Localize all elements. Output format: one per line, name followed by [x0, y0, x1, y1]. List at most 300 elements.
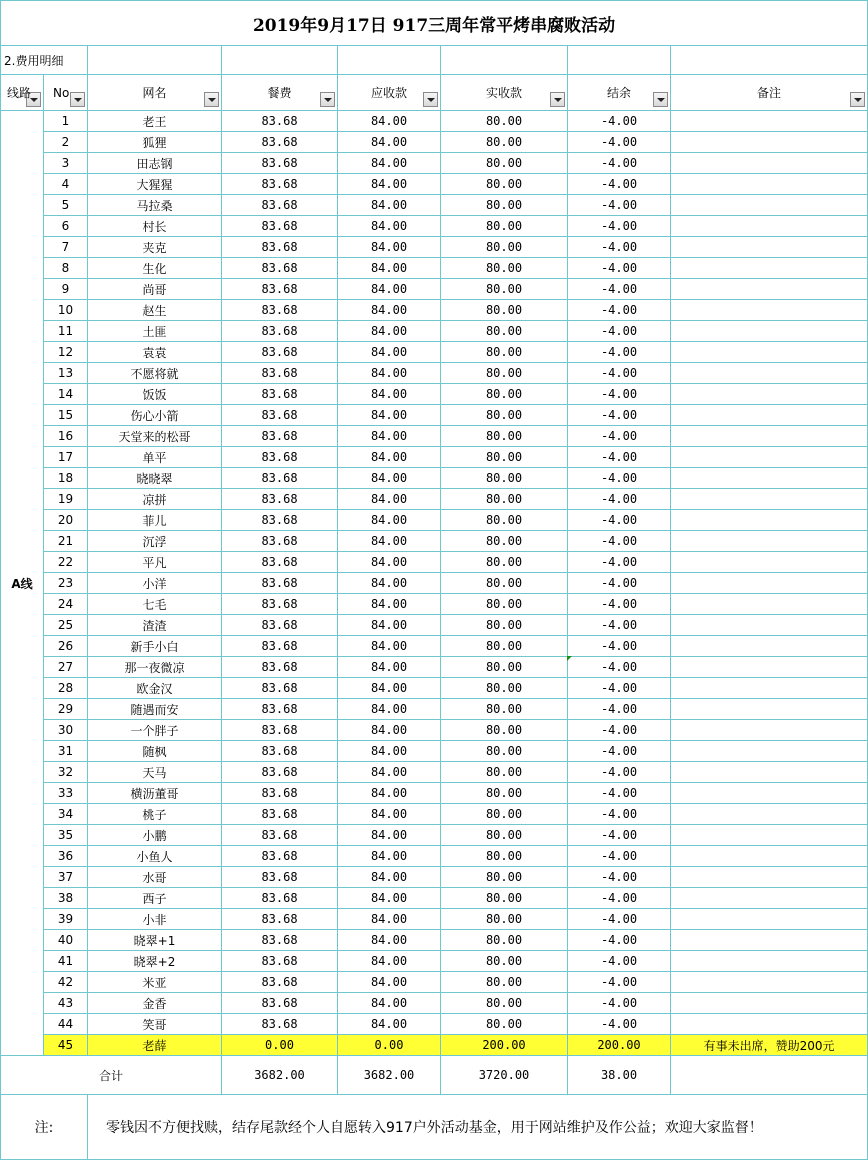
note-text[interactable]: 零钱因不方便找赎，结存尾款经个人自愿转入917户外活动基金，用于网站维护及作公益；欢迎大家监督！	[88, 1095, 868, 1160]
row-meal-cell[interactable]: 83.68	[222, 426, 338, 447]
row-name-cell[interactable]: 老王	[88, 111, 222, 132]
row-meal-cell[interactable]: 83.68	[222, 804, 338, 825]
header-line[interactable]	[1, 75, 44, 111]
row-meal-cell[interactable]: 83.68	[222, 930, 338, 951]
row-received-cell[interactable]: 80.00	[441, 111, 568, 132]
row-receivable-cell[interactable]: 84.00	[338, 531, 441, 552]
row-receivable-cell[interactable]: 84.00	[338, 510, 441, 531]
row-remark-cell[interactable]	[671, 804, 868, 825]
row-received-cell[interactable]: 80.00	[441, 678, 568, 699]
row-name-cell[interactable]: 晓翠+1	[88, 930, 222, 951]
row-received-cell[interactable]: 80.00	[441, 195, 568, 216]
row-name-cell[interactable]: 马拉桑	[88, 195, 222, 216]
row-no-cell[interactable]: 35	[44, 825, 88, 846]
row-remark-cell[interactable]	[671, 657, 868, 678]
row-received-cell[interactable]: 80.00	[441, 342, 568, 363]
row-no-cell[interactable]: 15	[44, 405, 88, 426]
header-balance[interactable]	[568, 75, 671, 111]
row-no-cell[interactable]: 37	[44, 867, 88, 888]
row-remark-cell[interactable]: 有事未出席，赞助200元	[671, 1035, 868, 1056]
row-meal-cell[interactable]: 83.68	[222, 447, 338, 468]
row-received-cell[interactable]: 80.00	[441, 1014, 568, 1035]
empty-cell[interactable]	[338, 46, 441, 75]
row-remark-cell[interactable]	[671, 468, 868, 489]
row-received-cell[interactable]: 80.00	[441, 153, 568, 174]
row-remark-cell[interactable]	[671, 195, 868, 216]
row-remark-cell[interactable]	[671, 174, 868, 195]
row-receivable-cell[interactable]: 84.00	[338, 825, 441, 846]
row-no-cell[interactable]: 1	[44, 111, 88, 132]
row-balance-cell[interactable]: -4.00	[568, 762, 671, 783]
row-receivable-cell[interactable]: 84.00	[338, 216, 441, 237]
row-name-cell[interactable]: 随遇而安	[88, 699, 222, 720]
row-no-cell[interactable]: 45	[44, 1035, 88, 1056]
row-no-cell[interactable]: 22	[44, 552, 88, 573]
row-meal-cell[interactable]: 0.00	[222, 1035, 338, 1056]
row-no-cell[interactable]: 10	[44, 300, 88, 321]
row-name-cell[interactable]: 小鹏	[88, 825, 222, 846]
row-no-cell[interactable]: 26	[44, 636, 88, 657]
row-balance-cell[interactable]: -4.00	[568, 678, 671, 699]
row-remark-cell[interactable]	[671, 573, 868, 594]
row-remark-cell[interactable]	[671, 153, 868, 174]
row-balance-cell[interactable]: -4.00	[568, 321, 671, 342]
row-meal-cell[interactable]: 83.68	[222, 699, 338, 720]
row-receivable-cell[interactable]: 84.00	[338, 699, 441, 720]
row-receivable-cell[interactable]: 84.00	[338, 111, 441, 132]
row-name-cell[interactable]: 袁袁	[88, 342, 222, 363]
row-name-cell[interactable]: 菲儿	[88, 510, 222, 531]
row-receivable-cell[interactable]: 84.00	[338, 384, 441, 405]
row-remark-cell[interactable]	[671, 321, 868, 342]
row-received-cell[interactable]: 80.00	[441, 741, 568, 762]
row-no-cell[interactable]: 44	[44, 1014, 88, 1035]
row-name-cell[interactable]: 生化	[88, 258, 222, 279]
row-balance-cell[interactable]: -4.00	[568, 888, 671, 909]
row-meal-cell[interactable]: 83.68	[222, 720, 338, 741]
row-balance-cell[interactable]: -4.00	[568, 468, 671, 489]
empty-cell[interactable]	[671, 46, 868, 75]
row-received-cell[interactable]: 80.00	[441, 930, 568, 951]
row-no-cell[interactable]: 8	[44, 258, 88, 279]
row-meal-cell[interactable]: 83.68	[222, 741, 338, 762]
row-received-cell[interactable]: 80.00	[441, 426, 568, 447]
row-remark-cell[interactable]	[671, 951, 868, 972]
row-balance-cell[interactable]: -4.00	[568, 426, 671, 447]
row-received-cell[interactable]: 80.00	[441, 321, 568, 342]
row-received-cell[interactable]: 80.00	[441, 279, 568, 300]
row-name-cell[interactable]: 金香	[88, 993, 222, 1014]
header-receivable[interactable]	[338, 75, 441, 111]
row-remark-cell[interactable]	[671, 510, 868, 531]
row-balance-cell[interactable]: -4.00	[568, 972, 671, 993]
row-name-cell[interactable]: 平凡	[88, 552, 222, 573]
row-receivable-cell[interactable]: 84.00	[338, 678, 441, 699]
row-name-cell[interactable]: 小非	[88, 909, 222, 930]
row-meal-cell[interactable]: 83.68	[222, 552, 338, 573]
row-received-cell[interactable]: 80.00	[441, 258, 568, 279]
row-name-cell[interactable]: 晓翠+2	[88, 951, 222, 972]
row-balance-cell[interactable]: -4.00	[568, 951, 671, 972]
row-meal-cell[interactable]: 83.68	[222, 1014, 338, 1035]
row-remark-cell[interactable]	[671, 447, 868, 468]
row-remark-cell[interactable]	[671, 993, 868, 1014]
row-balance-cell[interactable]: -4.00	[568, 867, 671, 888]
row-remark-cell[interactable]	[671, 972, 868, 993]
row-name-cell[interactable]: 米亚	[88, 972, 222, 993]
row-received-cell[interactable]: 80.00	[441, 825, 568, 846]
row-no-cell[interactable]: 13	[44, 363, 88, 384]
row-no-cell[interactable]: 12	[44, 342, 88, 363]
row-received-cell[interactable]: 80.00	[441, 804, 568, 825]
row-balance-cell[interactable]: -4.00	[568, 552, 671, 573]
row-received-cell[interactable]: 80.00	[441, 993, 568, 1014]
row-remark-cell[interactable]	[671, 594, 868, 615]
total-balance-cell[interactable]: 38.00	[568, 1056, 671, 1095]
row-remark-cell[interactable]	[671, 720, 868, 741]
row-received-cell[interactable]: 80.00	[441, 657, 568, 678]
row-name-cell[interactable]: 不愿将就	[88, 363, 222, 384]
row-received-cell[interactable]: 80.00	[441, 237, 568, 258]
row-receivable-cell[interactable]: 84.00	[338, 615, 441, 636]
row-name-cell[interactable]: 笑哥	[88, 1014, 222, 1035]
row-receivable-cell[interactable]: 84.00	[338, 846, 441, 867]
row-meal-cell[interactable]: 83.68	[222, 195, 338, 216]
filter-dropdown-balance-icon[interactable]	[653, 92, 668, 107]
row-receivable-cell[interactable]: 84.00	[338, 762, 441, 783]
row-no-cell[interactable]: 18	[44, 468, 88, 489]
row-meal-cell[interactable]: 83.68	[222, 111, 338, 132]
row-meal-cell[interactable]: 83.68	[222, 258, 338, 279]
row-receivable-cell[interactable]: 84.00	[338, 888, 441, 909]
row-received-cell[interactable]: 80.00	[441, 216, 568, 237]
row-receivable-cell[interactable]: 84.00	[338, 174, 441, 195]
row-balance-cell[interactable]: -4.00	[568, 804, 671, 825]
row-meal-cell[interactable]: 83.68	[222, 783, 338, 804]
row-receivable-cell[interactable]: 84.00	[338, 195, 441, 216]
row-meal-cell[interactable]: 83.68	[222, 300, 338, 321]
row-no-cell[interactable]: 33	[44, 783, 88, 804]
row-received-cell[interactable]: 80.00	[441, 636, 568, 657]
row-no-cell[interactable]: 41	[44, 951, 88, 972]
row-received-cell[interactable]: 200.00	[441, 1035, 568, 1056]
row-name-cell[interactable]: 随枫	[88, 741, 222, 762]
row-no-cell[interactable]: 30	[44, 720, 88, 741]
row-receivable-cell[interactable]: 84.00	[338, 993, 441, 1014]
row-remark-cell[interactable]	[671, 636, 868, 657]
row-meal-cell[interactable]: 83.68	[222, 321, 338, 342]
row-no-cell[interactable]: 31	[44, 741, 88, 762]
row-balance-cell[interactable]: -4.00	[568, 405, 671, 426]
row-meal-cell[interactable]: 83.68	[222, 237, 338, 258]
row-meal-cell[interactable]: 83.68	[222, 153, 338, 174]
header-name[interactable]	[88, 75, 222, 111]
row-meal-cell[interactable]: 83.68	[222, 132, 338, 153]
row-balance-cell[interactable]: -4.00	[568, 237, 671, 258]
row-meal-cell[interactable]: 83.68	[222, 615, 338, 636]
filter-dropdown-received-icon[interactable]	[550, 92, 565, 107]
row-balance-cell[interactable]: -4.00	[568, 300, 671, 321]
row-balance-cell[interactable]: -4.00	[568, 699, 671, 720]
row-no-cell[interactable]: 36	[44, 846, 88, 867]
row-no-cell[interactable]: 27	[44, 657, 88, 678]
row-receivable-cell[interactable]: 84.00	[338, 657, 441, 678]
row-name-cell[interactable]: 桃子	[88, 804, 222, 825]
row-remark-cell[interactable]	[671, 930, 868, 951]
row-balance-cell[interactable]: -4.00	[568, 132, 671, 153]
row-remark-cell[interactable]	[671, 762, 868, 783]
row-receivable-cell[interactable]: 84.00	[338, 951, 441, 972]
row-balance-cell[interactable]: -4.00	[568, 594, 671, 615]
row-name-cell[interactable]: 天马	[88, 762, 222, 783]
row-receivable-cell[interactable]: 84.00	[338, 489, 441, 510]
row-name-cell[interactable]: 小鱼人	[88, 846, 222, 867]
row-receivable-cell[interactable]: 84.00	[338, 930, 441, 951]
row-receivable-cell[interactable]: 84.00	[338, 867, 441, 888]
row-name-cell[interactable]: 那一夜微凉	[88, 657, 222, 678]
empty-cell[interactable]	[441, 46, 568, 75]
empty-cell[interactable]	[568, 46, 671, 75]
row-meal-cell[interactable]: 83.68	[222, 993, 338, 1014]
row-name-cell[interactable]: 田志钢	[88, 153, 222, 174]
row-remark-cell[interactable]	[671, 846, 868, 867]
row-received-cell[interactable]: 80.00	[441, 132, 568, 153]
row-no-cell[interactable]: 7	[44, 237, 88, 258]
row-no-cell[interactable]: 32	[44, 762, 88, 783]
row-received-cell[interactable]: 80.00	[441, 867, 568, 888]
row-meal-cell[interactable]: 83.68	[222, 468, 338, 489]
row-no-cell[interactable]: 29	[44, 699, 88, 720]
row-receivable-cell[interactable]: 84.00	[338, 237, 441, 258]
row-received-cell[interactable]: 80.00	[441, 300, 568, 321]
row-balance-cell[interactable]: 200.00	[568, 1035, 671, 1056]
row-received-cell[interactable]: 80.00	[441, 615, 568, 636]
row-remark-cell[interactable]	[671, 279, 868, 300]
row-received-cell[interactable]: 80.00	[441, 762, 568, 783]
row-meal-cell[interactable]: 83.68	[222, 510, 338, 531]
row-receivable-cell[interactable]: 84.00	[338, 342, 441, 363]
row-balance-cell[interactable]: -4.00	[568, 783, 671, 804]
row-no-cell[interactable]: 38	[44, 888, 88, 909]
row-name-cell[interactable]: 渣渣	[88, 615, 222, 636]
row-no-cell[interactable]: 4	[44, 174, 88, 195]
row-no-cell[interactable]: 14	[44, 384, 88, 405]
row-no-cell[interactable]: 24	[44, 594, 88, 615]
row-receivable-cell[interactable]: 84.00	[338, 258, 441, 279]
row-balance-cell[interactable]: -4.00	[568, 636, 671, 657]
row-name-cell[interactable]: 水哥	[88, 867, 222, 888]
total-received-cell[interactable]: 3720.00	[441, 1056, 568, 1095]
row-receivable-cell[interactable]: 84.00	[338, 132, 441, 153]
header-meal[interactable]	[222, 75, 338, 111]
header-received[interactable]	[441, 75, 568, 111]
row-balance-cell[interactable]: -4.00	[568, 258, 671, 279]
note-label[interactable]: 注:	[1, 1095, 88, 1160]
row-balance-cell[interactable]: -4.00	[568, 153, 671, 174]
row-meal-cell[interactable]: 83.68	[222, 279, 338, 300]
row-remark-cell[interactable]	[671, 552, 868, 573]
row-meal-cell[interactable]: 83.68	[222, 909, 338, 930]
row-meal-cell[interactable]: 83.68	[222, 531, 338, 552]
row-remark-cell[interactable]	[671, 342, 868, 363]
row-meal-cell[interactable]: 83.68	[222, 405, 338, 426]
row-no-cell[interactable]: 40	[44, 930, 88, 951]
row-balance-cell[interactable]: -4.00	[568, 615, 671, 636]
row-remark-cell[interactable]	[671, 741, 868, 762]
row-received-cell[interactable]: 80.00	[441, 447, 568, 468]
row-receivable-cell[interactable]: 84.00	[338, 741, 441, 762]
row-meal-cell[interactable]: 83.68	[222, 678, 338, 699]
row-receivable-cell[interactable]: 84.00	[338, 720, 441, 741]
row-balance-cell[interactable]: -4.00	[568, 342, 671, 363]
row-remark-cell[interactable]	[671, 489, 868, 510]
row-name-cell[interactable]: 七毛	[88, 594, 222, 615]
row-remark-cell[interactable]	[671, 426, 868, 447]
header-no[interactable]	[44, 75, 88, 111]
row-meal-cell[interactable]: 83.68	[222, 363, 338, 384]
row-name-cell[interactable]: 土匪	[88, 321, 222, 342]
row-no-cell[interactable]: 21	[44, 531, 88, 552]
row-remark-cell[interactable]	[671, 300, 868, 321]
row-received-cell[interactable]: 80.00	[441, 468, 568, 489]
row-balance-cell[interactable]: -4.00	[568, 174, 671, 195]
row-receivable-cell[interactable]: 84.00	[338, 153, 441, 174]
row-meal-cell[interactable]: 83.68	[222, 951, 338, 972]
row-remark-cell[interactable]	[671, 909, 868, 930]
row-name-cell[interactable]: 一个胖子	[88, 720, 222, 741]
row-meal-cell[interactable]: 83.68	[222, 972, 338, 993]
row-received-cell[interactable]: 80.00	[441, 909, 568, 930]
row-remark-cell[interactable]	[671, 132, 868, 153]
row-balance-cell[interactable]: -4.00	[568, 909, 671, 930]
section-label[interactable]: 2.费用明细	[1, 46, 88, 75]
row-remark-cell[interactable]	[671, 1014, 868, 1035]
row-received-cell[interactable]: 80.00	[441, 699, 568, 720]
total-meal-cell[interactable]: 3682.00	[222, 1056, 338, 1095]
row-remark-cell[interactable]	[671, 258, 868, 279]
row-no-cell[interactable]: 5	[44, 195, 88, 216]
row-meal-cell[interactable]: 83.68	[222, 762, 338, 783]
row-balance-cell[interactable]: -4.00	[568, 447, 671, 468]
row-meal-cell[interactable]: 83.68	[222, 342, 338, 363]
row-name-cell[interactable]: 西子	[88, 888, 222, 909]
row-receivable-cell[interactable]: 84.00	[338, 909, 441, 930]
filter-dropdown-name-icon[interactable]	[204, 92, 219, 107]
row-remark-cell[interactable]	[671, 111, 868, 132]
row-name-cell[interactable]: 伤心小箭	[88, 405, 222, 426]
row-received-cell[interactable]: 80.00	[441, 552, 568, 573]
row-remark-cell[interactable]	[671, 531, 868, 552]
row-receivable-cell[interactable]: 84.00	[338, 594, 441, 615]
row-no-cell[interactable]: 20	[44, 510, 88, 531]
row-no-cell[interactable]: 9	[44, 279, 88, 300]
row-receivable-cell[interactable]: 84.00	[338, 279, 441, 300]
row-remark-cell[interactable]	[671, 615, 868, 636]
row-meal-cell[interactable]: 83.68	[222, 489, 338, 510]
row-name-cell[interactable]: 天堂来的松哥	[88, 426, 222, 447]
row-received-cell[interactable]: 80.00	[441, 951, 568, 972]
empty-cell[interactable]	[222, 46, 338, 75]
row-meal-cell[interactable]: 83.68	[222, 657, 338, 678]
row-no-cell[interactable]: 42	[44, 972, 88, 993]
row-balance-cell[interactable]: -4.00	[568, 720, 671, 741]
line-group-cell[interactable]: A线	[1, 111, 44, 1056]
row-received-cell[interactable]: 80.00	[441, 405, 568, 426]
row-name-cell[interactable]: 晓晓翠	[88, 468, 222, 489]
row-received-cell[interactable]: 80.00	[441, 846, 568, 867]
row-remark-cell[interactable]	[671, 384, 868, 405]
row-remark-cell[interactable]	[671, 237, 868, 258]
row-no-cell[interactable]: 11	[44, 321, 88, 342]
empty-cell[interactable]	[88, 46, 222, 75]
row-remark-cell[interactable]	[671, 216, 868, 237]
row-receivable-cell[interactable]: 84.00	[338, 468, 441, 489]
row-no-cell[interactable]: 6	[44, 216, 88, 237]
row-name-cell[interactable]: 单平	[88, 447, 222, 468]
row-received-cell[interactable]: 80.00	[441, 783, 568, 804]
row-no-cell[interactable]: 43	[44, 993, 88, 1014]
row-receivable-cell[interactable]: 84.00	[338, 405, 441, 426]
row-balance-cell[interactable]: -4.00	[568, 825, 671, 846]
row-received-cell[interactable]: 80.00	[441, 888, 568, 909]
row-receivable-cell[interactable]: 84.00	[338, 783, 441, 804]
row-balance-cell[interactable]: -4.00	[568, 531, 671, 552]
row-no-cell[interactable]: 34	[44, 804, 88, 825]
row-no-cell[interactable]: 16	[44, 426, 88, 447]
row-received-cell[interactable]: 80.00	[441, 489, 568, 510]
row-received-cell[interactable]: 80.00	[441, 384, 568, 405]
row-meal-cell[interactable]: 83.68	[222, 216, 338, 237]
row-meal-cell[interactable]: 83.68	[222, 867, 338, 888]
row-balance-cell[interactable]: -4.00	[568, 510, 671, 531]
row-balance-cell[interactable]: -4.00	[568, 279, 671, 300]
totals-label[interactable]: 合计	[1, 1056, 222, 1095]
row-receivable-cell[interactable]: 84.00	[338, 300, 441, 321]
row-no-cell[interactable]: 19	[44, 489, 88, 510]
row-received-cell[interactable]: 80.00	[441, 174, 568, 195]
row-received-cell[interactable]: 80.00	[441, 594, 568, 615]
row-name-cell[interactable]: 夹克	[88, 237, 222, 258]
total-receivable-cell[interactable]: 3682.00	[338, 1056, 441, 1095]
row-name-cell[interactable]: 凉拼	[88, 489, 222, 510]
filter-dropdown-no-icon[interactable]	[70, 92, 85, 107]
filter-dropdown-remark-icon[interactable]	[850, 92, 865, 107]
row-remark-cell[interactable]	[671, 825, 868, 846]
header-remark[interactable]	[671, 75, 868, 111]
row-name-cell[interactable]: 小洋	[88, 573, 222, 594]
row-received-cell[interactable]: 80.00	[441, 720, 568, 741]
row-balance-cell[interactable]: -4.00	[568, 930, 671, 951]
row-meal-cell[interactable]: 83.68	[222, 846, 338, 867]
row-remark-cell[interactable]	[671, 867, 868, 888]
row-name-cell[interactable]: 赵生	[88, 300, 222, 321]
row-balance-cell[interactable]: -4.00	[568, 489, 671, 510]
row-remark-cell[interactable]	[671, 699, 868, 720]
row-no-cell[interactable]: 2	[44, 132, 88, 153]
row-balance-cell[interactable]: -4.00	[568, 573, 671, 594]
row-no-cell[interactable]: 17	[44, 447, 88, 468]
row-received-cell[interactable]: 80.00	[441, 573, 568, 594]
row-meal-cell[interactable]: 83.68	[222, 594, 338, 615]
row-receivable-cell[interactable]: 84.00	[338, 573, 441, 594]
row-no-cell[interactable]: 23	[44, 573, 88, 594]
row-balance-cell[interactable]: -4.00	[568, 846, 671, 867]
row-name-cell[interactable]: 村长	[88, 216, 222, 237]
row-balance-cell[interactable]: -4.00	[568, 657, 671, 678]
row-balance-cell[interactable]: -4.00	[568, 993, 671, 1014]
row-balance-cell[interactable]: -4.00	[568, 741, 671, 762]
filter-dropdown-receivable-icon[interactable]	[423, 92, 438, 107]
